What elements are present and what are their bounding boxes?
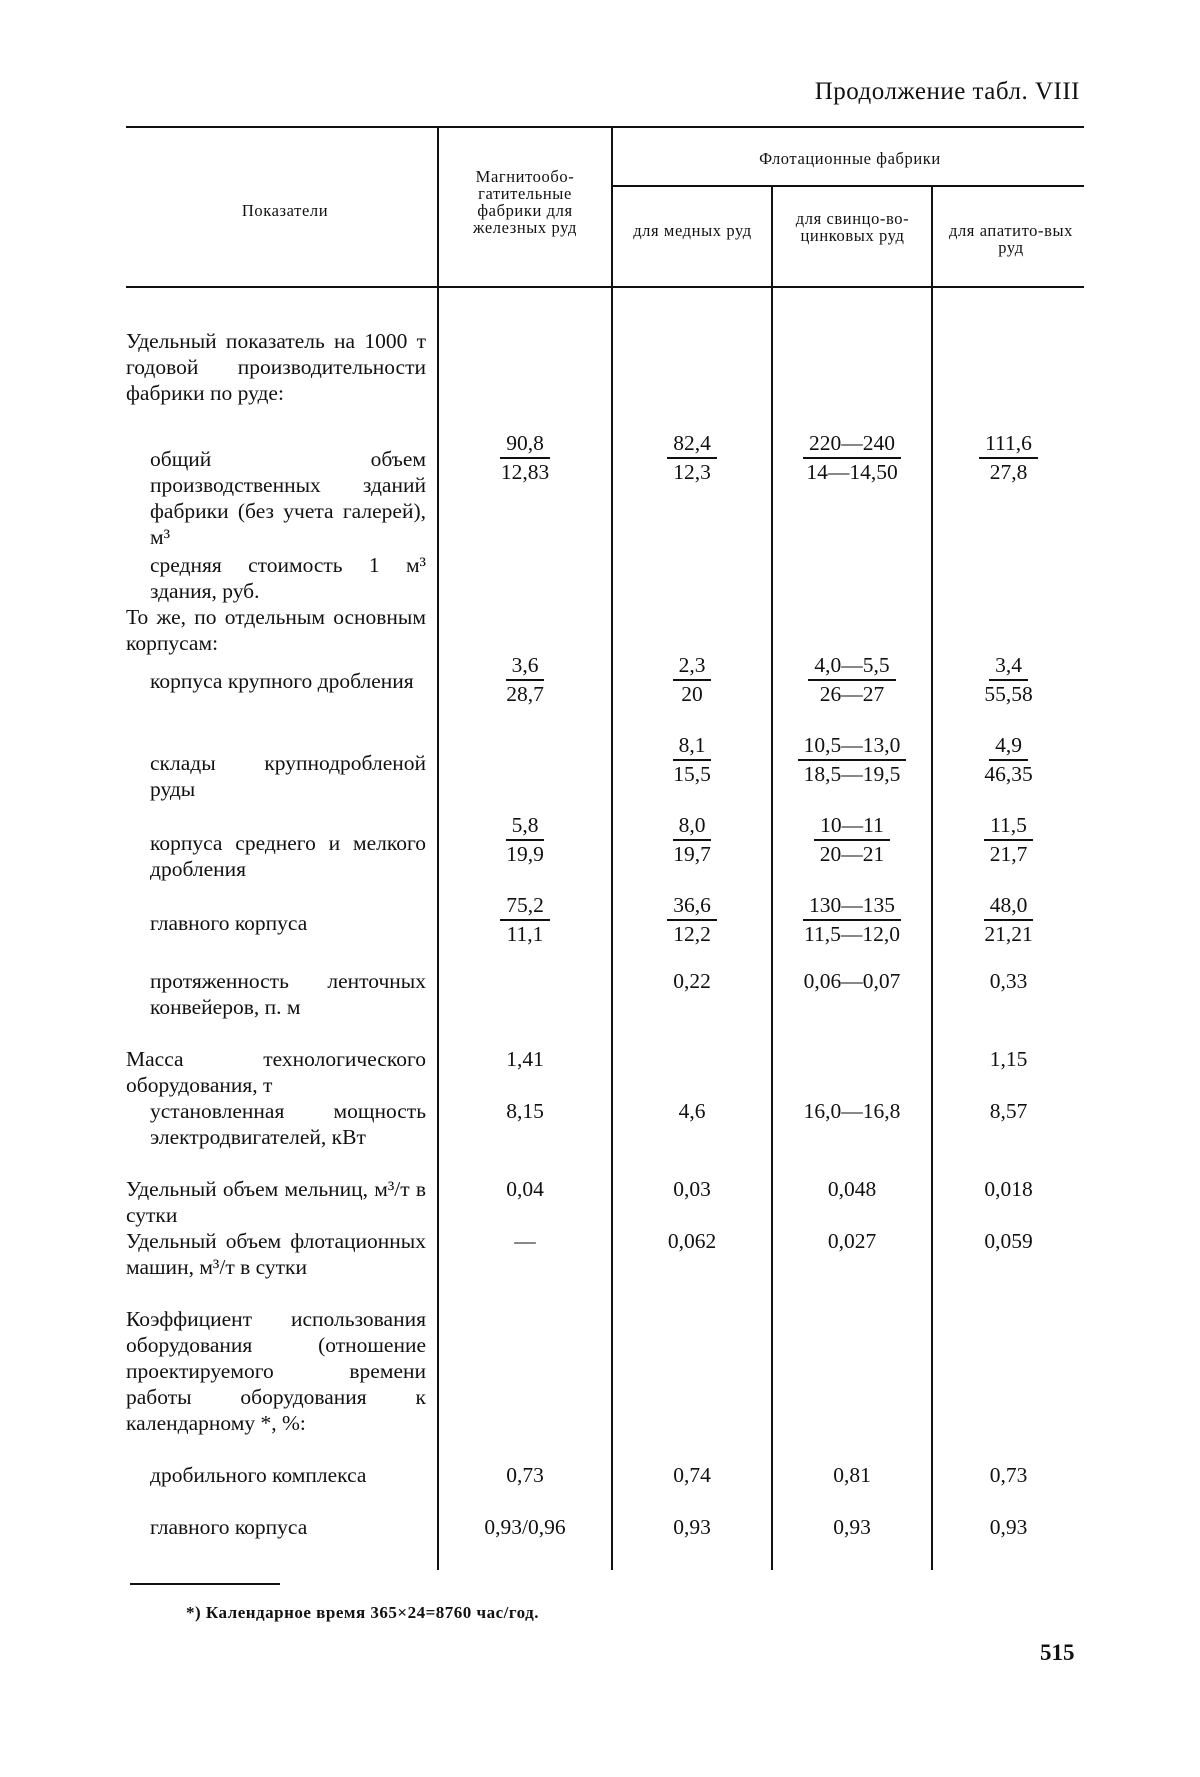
page-number: 515 <box>1040 1640 1075 1665</box>
fraction-cell: $\frac{220—240}{14—14,50}$ <box>773 430 931 486</box>
row-label: главного корпуса <box>150 911 308 935</box>
footnote-rule <box>130 1583 280 1585</box>
table-cell: 0,33 <box>989 969 1028 993</box>
row-label: дробильного комплекса <box>150 1463 367 1487</box>
row-label: средняя стоимость 1 м³ здания, руб. <box>150 553 426 603</box>
table-cell: 0,74 <box>673 1463 711 1487</box>
row-label: Удельный объем мельниц, м³/т в сутки <box>126 1177 426 1227</box>
table-cell: 0,048 <box>827 1177 877 1201</box>
row-label: общий объем производственных зданий фабрики (без учета галерей), м³ <box>150 447 426 549</box>
table-cell: 0,73 <box>506 1463 544 1487</box>
fraction-cell: $\frac{4,9}{46,35}$ <box>984 733 1033 786</box>
fraction-cell: $\frac{10,5—13,0}{18,5—19,5}$ <box>773 732 931 788</box>
fraction-cell: $\frac{90,8}{12,83}$ <box>500 431 550 484</box>
table-cell: 0,81 <box>833 1463 871 1487</box>
table-cell: 8,15 <box>506 1099 544 1123</box>
row-label: корпуса среднего и мелкого дробления <box>150 831 426 881</box>
table-cell: 0,04 <box>506 1177 544 1201</box>
column-divider <box>931 185 933 1570</box>
header-magnet: Магнитообо-гатительные фабрики для железных руд <box>473 167 577 237</box>
row-label: Удельный показатель на 1000 т годовой производительности фабрики по руде: <box>126 329 426 405</box>
table-cell: 8,57 <box>989 1099 1028 1123</box>
table-cell: 0,93 <box>989 1515 1028 1539</box>
table-cell: 0,73 <box>989 1463 1028 1487</box>
table-cell: 0,062 <box>667 1229 717 1253</box>
table-top-rule <box>126 126 1084 128</box>
table-cell: 0,027 <box>827 1229 877 1253</box>
fraction-cell: $\frac{11,5}{21,7}$ <box>933 812 1084 868</box>
table-cell: — <box>514 1229 536 1253</box>
flotation-subheader-rule <box>611 185 1084 187</box>
table-cell: 0,22 <box>673 969 711 993</box>
header-flotation: Флотационные фабрики <box>759 149 941 168</box>
footnote: *) Календарное время 365×24=8760 час/год. <box>186 1603 540 1622</box>
fraction-cell: $\frac{75,2}{11,1}$ <box>439 892 611 948</box>
header-leadzinc: для свинцо-во-цинковых руд <box>795 209 910 245</box>
row-label: Коэффициент использования оборудования (отношение проектируемого времени работы оборудования к календарному *, %: <box>126 1307 426 1435</box>
fraction-cell: $\frac{111,6}{27,8}$ <box>933 430 1084 486</box>
table-cell: 1,15 <box>989 1047 1028 1071</box>
table-cell: 0,03 <box>673 1177 711 1201</box>
table-cell: 0,059 <box>984 1229 1033 1253</box>
table-cell: 1,41 <box>506 1047 544 1071</box>
table-cell: 0,93 <box>673 1515 711 1539</box>
row-label: склады крупнодробленой руды <box>150 751 426 801</box>
row-label: Масса технологического оборудования, т <box>126 1047 426 1097</box>
table-header-rule <box>126 286 1084 288</box>
row-label: главного корпуса <box>150 1515 308 1539</box>
table-caption: Продолжение табл. VIII <box>814 78 1080 105</box>
table-cell: 0,93 <box>833 1515 871 1539</box>
table-cell: 0,06—0,07 <box>803 969 901 993</box>
row-label: корпуса крупного дробления <box>150 669 414 693</box>
table-cell: 16,0—16,8 <box>803 1099 901 1123</box>
row-label: протяженность ленточных конвейеров, п. м <box>150 969 426 1019</box>
row-label: То же, по отдельным основным корпусам: <box>126 605 426 655</box>
header-apatite: для апатито-вых руд <box>948 221 1074 257</box>
header-copper: для медных руд <box>633 221 752 240</box>
row-label: установленная мощность электродвигателей, кВт <box>150 1099 426 1149</box>
fraction-cell: $\frac{130—135}{11,5—12,0}$ <box>804 893 900 946</box>
fraction-cell: $\frac{2,3}{20}$ <box>613 652 771 708</box>
table-cell: 4,6 <box>678 1099 706 1123</box>
fraction-cell: $\frac{5,8}{19,9}$ <box>506 813 544 866</box>
column-divider <box>771 185 773 1570</box>
fraction-cell: $\frac{36,6}{12,2}$ <box>613 892 771 948</box>
fraction-cell: $\frac{82,4}{12,3}$ <box>613 430 771 486</box>
fraction-cell: $\frac{48,0}{21,21}$ <box>984 893 1033 946</box>
fraction-cell: $\frac{10—11}{20—21}$ <box>773 812 931 868</box>
header-indicators: Показатели <box>241 201 329 220</box>
table-cell: 0,93/0,96 <box>484 1515 566 1539</box>
fraction-cell: $\frac{8,0}{19,7}$ <box>673 813 711 866</box>
row-label: Удельный объем флотационных машин, м³/т в сутки <box>126 1229 426 1279</box>
fraction-cell: $\frac{8,1}{15,5}$ <box>673 733 711 786</box>
fraction-cell: $\frac{4,0—5,5}{26—27}$ <box>773 652 931 708</box>
fraction-cell: $\frac{3,4}{55,58}$ <box>984 653 1033 706</box>
table-cell: 0,018 <box>984 1177 1033 1201</box>
fraction-cell: $\frac{3,6}{28,7}$ <box>506 653 544 706</box>
